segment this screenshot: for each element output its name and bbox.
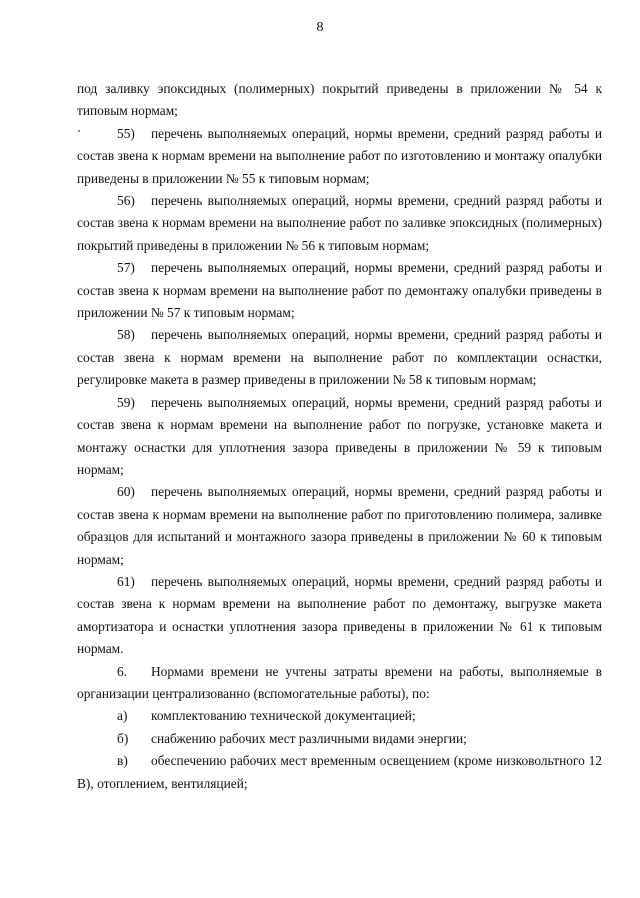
item-marker: 59) (117, 394, 135, 410)
sub-item-v (77, 750, 602, 795)
item-marker: 58) (117, 327, 135, 343)
page-number: 8 (316, 20, 324, 35)
section-marker: 6. (117, 663, 128, 679)
list-item-59 (77, 392, 602, 482)
item-text: перечень выполняемых операций, нормы времени, средний разряд работы и состав звена к нормам времени на выполнение работ по приготовлению полимера, заливке образцов для испытаний и монтажного зазора приведены в приложении № 60 к типовым нормам; (77, 484, 602, 567)
item-text: перечень выполняемых операций, нормы времени, средний разряд работы и состав звена к нормам времени на выполнение работ по демонтажу опалубки приведены в приложении № 57 к типовым нормам; (77, 260, 602, 321)
sub-item-marker: а) (117, 708, 128, 724)
item-marker: 55) (117, 125, 135, 141)
lead-paragraph: под заливку эпоксидных (полимерных) покрытий приведены в приложении № 54 к типовым нормам; (77, 81, 602, 119)
item-text: перечень выполняемых операций, нормы времени, средний разряд работы и состав звена к нормам времени на выполнение работ по изготовлению и монтажу опалубки приведены в приложении № 55 к типовым нормам; (77, 125, 602, 186)
sub-item-b (77, 728, 602, 750)
item-text: перечень выполняемых операций, нормы времени, средний разряд работы и состав звена к нормам времени на выполнение работ по демонтажу, выгрузке макета амортизатора и оснастки уплотнения зазора приведены в приложении № 61 к типовым нормам. (77, 573, 602, 657)
item-marker: 57) (117, 260, 135, 276)
item-text: перечень выполняемых операций, нормы времени, средний разряд работы и состав звена к нормам времени на выполнение работ по заливке эпоксидных (полимерных) покрытий приведены в приложении № 56 к типовым нормам; (77, 193, 602, 253)
sub-item-text: обеспечению рабочих мест временным освещением (кроме низковольтного 12 В), отоплением, вентиляцией; (77, 753, 602, 791)
item-marker: 60) (117, 484, 135, 500)
item-text: перечень выполняемых операций, нормы времени, средний разряд работы и состав звена к нормам времени на выполнение работ по комплектации оснастки, регулировке макета в размер приведены в приложении № 58 к типовым нормам; (77, 327, 602, 388)
scan-speck (78, 130, 80, 132)
section-6-paragraph (77, 661, 602, 706)
sub-item-marker: в) (117, 753, 128, 769)
item-text: перечень выполняемых операций, нормы времени, средний разряд работы и состав звена к нормам времени на выполнение работ по погрузке, установке макета и монтажу оснастки для уплотнения зазора приведены в приложении № 59 к типовым нормам; (77, 394, 602, 477)
sub-item-text: комплектованию технической документацией; (151, 708, 416, 724)
section-text: Нормами времени не учтены затраты времени на работы, выполняемые в организации централизованно (вспомогательные работы), по: (77, 663, 602, 701)
list-item-57 (77, 257, 602, 324)
list-item-60 (77, 481, 602, 571)
item-marker: 61) (117, 573, 135, 589)
sub-item-marker: б) (117, 730, 129, 746)
sub-item-a (77, 705, 602, 727)
list-item-61 (77, 571, 602, 661)
sub-item-text: снабжению рабочих мест различными видами энергии; (151, 730, 467, 746)
item-marker: 56) (117, 193, 135, 209)
list-item-55 (77, 123, 602, 190)
list-item-58 (77, 324, 602, 391)
document-body (77, 78, 602, 795)
list-item-56 (77, 190, 602, 257)
